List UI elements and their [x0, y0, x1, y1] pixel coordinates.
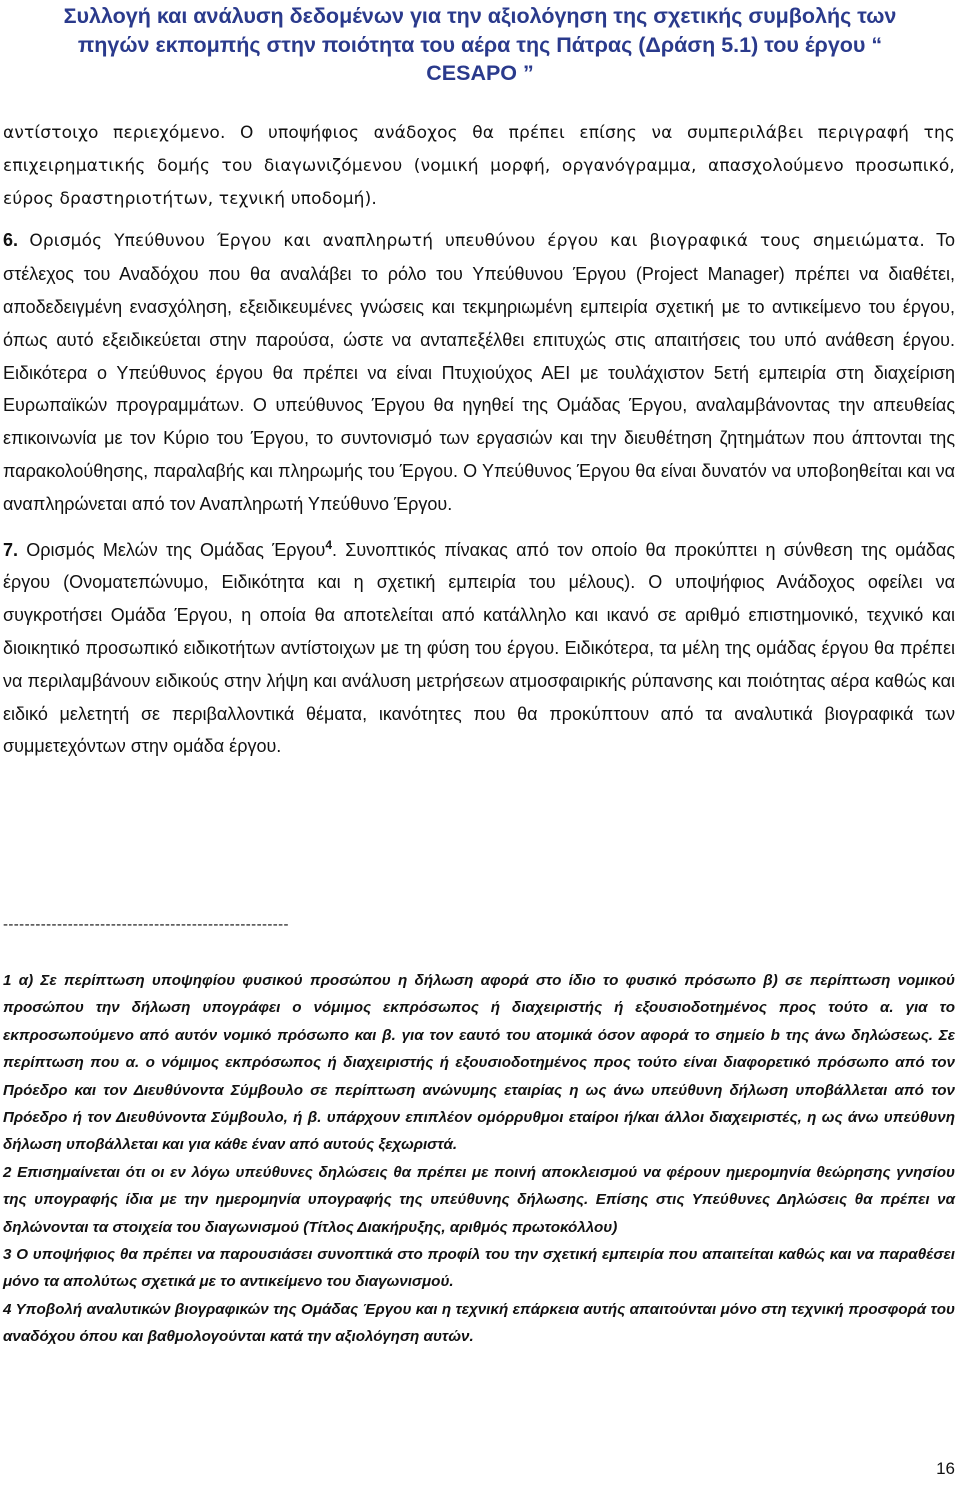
- footnote-2: 2 Επισημαίνεται ότι οι εν λόγω υπεύθυνες δηλώσεις θα πρέπει με ποινή αποκλεισμού να φέρουν ημερομηνία θεώρησης γνησίου της υπογραφής ίδια με την ημερομηνία υπογραφής της υπεύθυνης δήλωσης. Επίσης στις Υπεύθυνες Δηλώσεις θα πρέπει να δηλώνονται τα στοιχεία του διαγωνισμού (Τίτλος Διακήρυξης, αριθμός πρωτοκόλλου): [3, 1163, 955, 1236]
- footnote-1: 1 α) Σε περίπτωση υποψηφίου φυσικού προσώπου η δήλωση αφορά στο ίδιο το φυσικό πρόσωπο β) σε περίπτωση νομικού προσώπου την δήλωση υπογράφει ο νόμιμος εκπρόσωπος ή διαχειριστής ή εξουσιοδοτημένος προς τούτο α. για το εκπροσωπούμενο από αυτόν νομικό πρόσωπο και β. για τον εαυτό του ατομικά όσον αφορά το σημείο b της άνω δηλώσεως. Σε περίπτωση που α. ο νόμιμος εκπρόσωπος ή διαχειριστής ή εξουσιοδοτημένος προς τούτο είναι διαφορετικό πρόσωπο από τον Πρόεδρο και τον Διευθύνοντα Σύμβουλο σε περίπτωση ανώνυμης εταιρίας η ως άνω υπεύθυνη δήλωση υποβάλλεται από τον Πρόεδρο ή τον Διευθύνοντα Σύμβουλο, ή β. υπάρχουν επιπλέον ομόρρυθμοι εταίροι ή/και άλλοι διαχειριστές, η ως άνω υπεύθυνη δήλωση υποβάλλεται και για κάθε έναν από αυτούς ξεχωριστά.: [3, 972, 955, 1154]
- header-title-line-3: CESAPO ”: [426, 61, 534, 85]
- section-7-paragraph: [3, 534, 955, 764]
- section-6-number: 6.: [3, 230, 19, 251]
- document-body: [3, 117, 955, 763]
- section-6-paragraph: [3, 224, 955, 520]
- page-header: [0, 2, 960, 88]
- page-number: 16: [936, 1459, 955, 1478]
- header-title-line-1: Συλλογή και ανάλυση δεδομένων για την αξιολόγηση της σχετικής συμβολής των: [63, 4, 897, 28]
- intro-paragraph: αντίστοιχο περιεχόμενο. Ο υποψήφιος ανάδοχος θα πρέπει επίσης να συμπεριλάβει περιγραφή της επιχειρηματικής δομής του διαγωνιζόμενου (νομική μορφή, οργανόγραμμα, απασχολούμενο προσωπικό, εύρος δραστηριοτήτων, τεχνική υποδομή).: [3, 123, 955, 209]
- section-7-text: . Συνοπτικός πίνακας από τον οποίο θα προκύπτει η σύνθεση της ομάδας έργου (Ονοματεπώνυμο, Ειδικότητα και η σχετική εμπειρία του μέλους). Ο υποψήφιος Ανάδοχος οφείλει να συγκροτήσει Ομάδα Έργου, η οποία θα αποτελείται από κατάλληλο και ικανό σε αριθμό επιστημονικό, τεχνικό και διοικητικό προσωπικό ειδικοτήτων αντίστοιχων με τη φύση του έργου. Ειδικότερα, τα μέλη της ομάδας έργου θα πρέπει να περιλαμβάνουν ειδικούς στην λήψη και ανάλυση μετρήσεων ατμοσφαιρικής ρύπανσης και ποιότητας αέρα καθώς και ειδικό μελετητή σε περιβαλλοντικά θέματα, ικανότητες που θα προκύπτουν από τα αναλυτικά βιογραφικά των συμμετεχόντων στην ομάδα έργου.: [3, 539, 955, 757]
- section-7-heading: Ορισμός Μελών της Ομάδας Έργου: [26, 539, 326, 560]
- section-6-heading: Ορισμός Υπεύθυνου Έργου και αναπληρωτή υπευθύνου έργου και βιογραφικά τους σημειώματα.: [29, 231, 925, 252]
- footnote-4: 4 Υποβολή αναλυτικών βιογραφικών της Ομάδας Έργου και η τεχνική επάρκεια αυτής απαιτούνται μόνο στη τεχνική προσφορά του αναδόχου όπου και βαθμολογούνται κατά την αξιολόγηση αυτών.: [3, 1300, 955, 1346]
- footnotes: [3, 967, 955, 1351]
- section-7-number: 7.: [3, 539, 19, 560]
- footnote-separator: -----------------------------------------------------: [3, 916, 289, 933]
- header-title-line-2: πηγών εκπομπής στην ποιότητα του αέρα της Πάτρας (Δράση 5.1) του έργου “: [77, 32, 883, 57]
- footnote-3: 3 Ο υποψήφιος θα πρέπει να παρουσιάσει συνοπτικά στο προφίλ του την σχετική εμπειρία που απαιτείται καθώς και να παραθέσει μόνο τα απολύτως σχετικά με το αντικείμενο του διαγωνισμού.: [3, 1246, 955, 1291]
- footnote-ref-4[interactable]: 4: [325, 537, 333, 552]
- section-6-text: Το στέλεχος του Αναδόχου που θα αναλάβει το ρόλο του Υπεύθυνου Έργου (Project Manager) πρέπει να διαθέτει, αποδεδειγμένη ενασχόληση, εξειδικευμένες γνώσεις και τεκμηριωμένη εμπειρία σχετική με το αντικείμενο του έργου, όπως αυτό εξειδικεύεται στην παρούσα, ώστε να ανταπεξέλθει επιτυχώς στις απαιτήσεις του υπό ανάθεση έργου. Ειδικότερα ο Υπεύθυνος έργου θα πρέπει να είναι Πτυχιούχος ΑΕΙ με τουλάχιστον 5ετή εμπειρία στη διαχείριση Ευρωπαϊκών προγραμμάτων. Ο υπεύθυνος Έργου θα ηγηθεί της Ομάδας Έργου, αναλαμβάνοντας την απευθείας επικοινωνία με τον Κύριο του Έργου, το συντονισμό των εργασιών και την διευθέτηση ζητημάτων που άπτονται της παρακολούθησης, παραλαβής και πληρωμής του Έργου. Ο Υπεύθυνος Έργου θα είναι δυνατόν να υποβοηθείται και να αναπληρώνεται από τον Αναπληρωτή Υπεύθυνο Έργου.: [3, 230, 955, 514]
